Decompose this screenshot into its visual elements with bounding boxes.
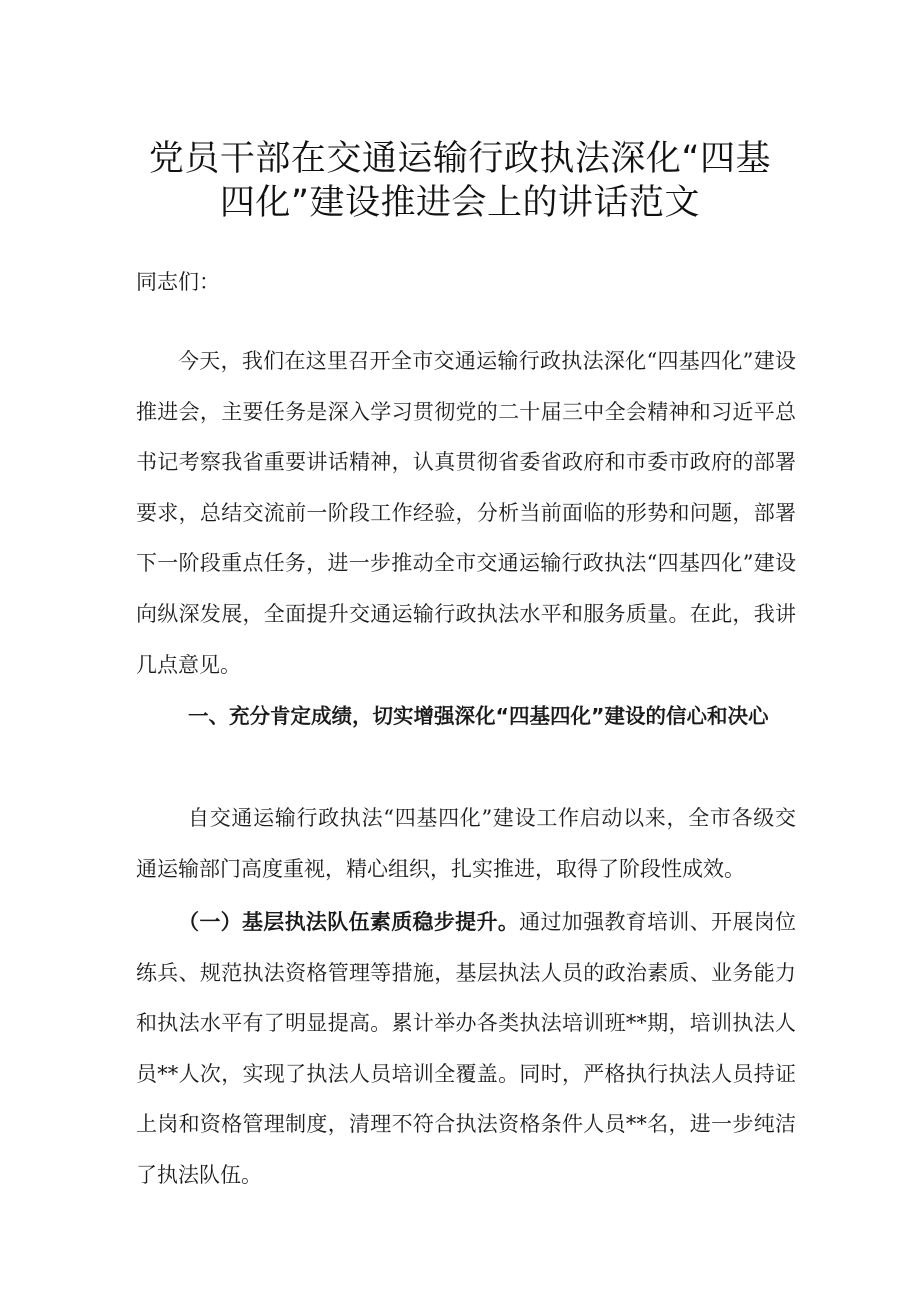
salutation: 同志们： <box>136 270 220 294</box>
opening-paragraph: 今天，我们在这里召开全市交通运输行政执法深化“四基四化”建设推进会，主要任务是深入学习贯彻党的二十届三中全会精神和习近平总书记考察我省重要讲话精神，认真贯彻省委省政府和市委市政府的部署要求，总结交流前一阶段工作经验，分析当前面临的形势和问题，部署下一阶段重点任务，进一步推动全市交通运输行政执法“四基四化”建设向纵深发展，全面提升交通运输行政执法水平和服务质量。在此，我讲几点意见。 <box>136 349 796 677</box>
subsection-1-body: 通过加强教育培训、开展岗位练兵、规范执法资格管理等措施，基层执法人员的政治素质、业务能力和执法水平有了明显提高。累计举办各类执法培训班**期，培训执法人员**人次，实现了执法人员培训全覆盖。同时，严格执行执法人员持证上岗和资格管理制度，清理不符合执法资格条件人员**名，进一步纯洁了执法队伍。 <box>136 910 797 1187</box>
subsection-1-paragraph <box>136 897 796 1201</box>
section-heading-1: 一、充分肯定成绩，切实增强深化“四基四化”建设的信心和决心 <box>188 704 769 728</box>
document-title-line-1: 党员干部在交通运输行政执法深化“四基 <box>148 139 772 179</box>
subsection-1-heading: （一）基层执法队伍素质稳步提升。 <box>178 910 520 934</box>
achievements-intro-paragraph: 自交通运输行政执法“四基四化”建设工作启动以来，全市各级交通运输部门高度重视，精心组织，扎实推进，取得了阶段性成效。 <box>136 806 796 881</box>
document-title-line-2: 四化”建设推进会上的讲话范文 <box>219 183 701 223</box>
